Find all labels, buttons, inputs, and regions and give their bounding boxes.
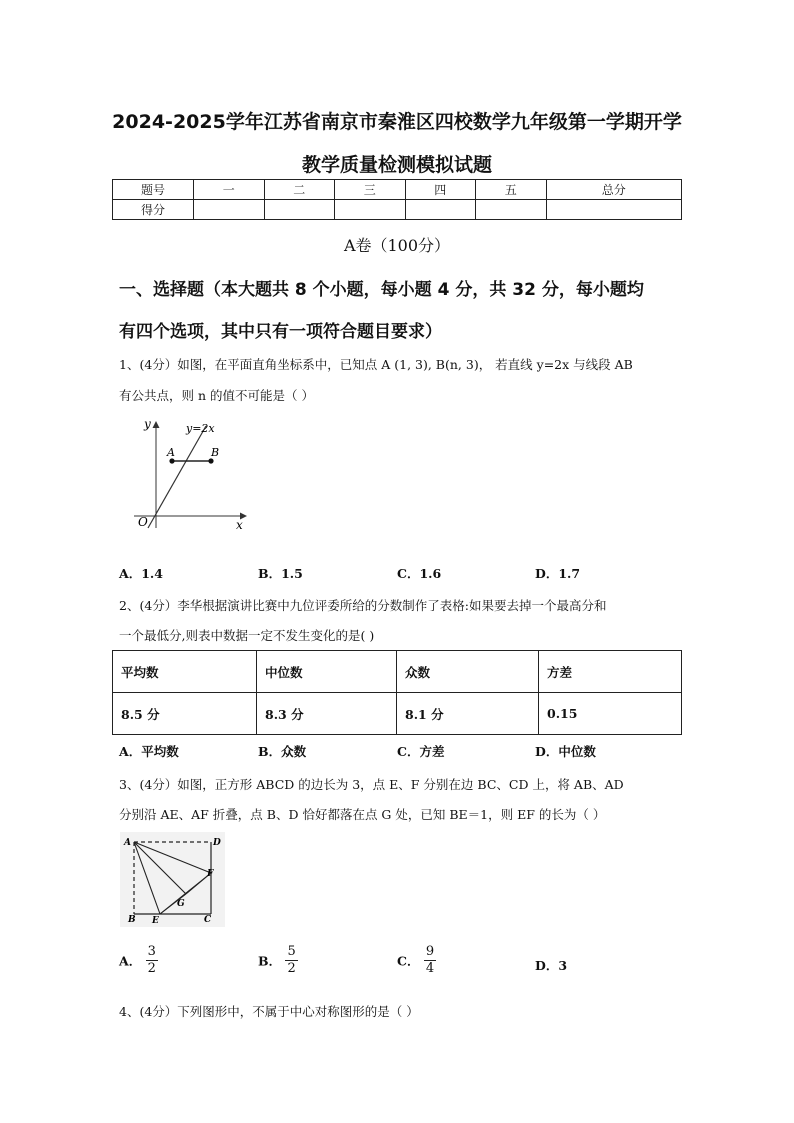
q3-option-c-denominator: 4 (425, 961, 435, 976)
score-cell (194, 200, 265, 220)
section-heading-line1: 一、选择题（本大题共 8 个小题，每小题 4 分，共 32 分，每小题均 (119, 280, 644, 300)
q2-header-mean: 平均数 (113, 651, 257, 693)
q1-coordinate-figure (128, 416, 253, 534)
document-title-line2: 教学质量检测模拟试题 (301, 154, 492, 176)
y-axis-label: y (144, 417, 151, 431)
q3-option-a-label: A． (119, 953, 142, 969)
score-header-cell: 一 (194, 180, 265, 200)
q2-table-value-row (113, 693, 682, 735)
line-y-2x (148, 426, 206, 528)
q3-option-a (119, 944, 158, 977)
q3-option-b-label: B． (258, 953, 282, 969)
q3-option-c (397, 944, 436, 977)
label-g: G (177, 899, 185, 909)
q1-text-line1: 1、(4分）如图，在平面直角坐标系中，已知点 A (1, 3), B(n, 3)， 若直线 y=2x 与线段 AB (119, 357, 633, 372)
q4-text-line1: 4、(4分）下列图形中，不属于中心对称图形的是（ ） (119, 1004, 419, 1019)
score-table-score-row (113, 200, 682, 220)
q3-option-c-numerator: 9 (425, 944, 435, 959)
point-a-dot (169, 458, 174, 463)
score-header-cell: 总分 (546, 180, 682, 200)
q3-option-b-denominator: 2 (287, 961, 296, 976)
score-header-cell: 二 (264, 180, 335, 200)
q1-option-c: C．1.6 (397, 566, 442, 581)
q3-option-c-label: C． (397, 953, 420, 969)
q2-text-line2: 一个最低分,则表中数据一定不发生变化的是( ) (119, 628, 375, 643)
q1-text-line2: 有公共点，则 n 的值不可能是（ ） (119, 388, 314, 403)
score-cell (335, 200, 406, 220)
q2-option-a: A．平均数 (119, 744, 179, 759)
q2-option-d: D．中位数 (535, 744, 596, 759)
score-header-cell: 四 (405, 180, 476, 200)
score-table-header-row (113, 180, 682, 200)
q3-option-b (258, 944, 298, 977)
score-cell (476, 200, 547, 220)
q2-value-median: 8.3 分 (257, 693, 397, 735)
q2-table-header-row (113, 651, 682, 693)
label-f: F (207, 869, 214, 879)
q2-header-variance: 方差 (539, 651, 682, 693)
q2-text-line1: 2、(4分）李华根据演讲比赛中九位评委所给的分数制作了表格:如果要去掉一个最高分和 (119, 598, 607, 613)
label-c: C (204, 915, 212, 925)
q3-option-b-fraction (285, 944, 297, 977)
q3-option-b-numerator: 5 (287, 944, 296, 959)
q2-value-mean: 8.5 分 (113, 693, 257, 735)
q3-square-figure (120, 832, 225, 927)
q2-option-c: C．方差 (397, 744, 445, 759)
q3-option-c-fraction (424, 944, 436, 977)
q3-option-a-numerator: 3 (147, 944, 156, 959)
score-table (112, 179, 682, 220)
point-a-label: A (167, 446, 175, 459)
q2-option-b: B．众数 (258, 744, 307, 759)
q2-header-mode: 众数 (397, 651, 539, 693)
q2-data-table (112, 650, 682, 735)
x-axis-label: x (236, 518, 243, 532)
label-a: A (124, 838, 131, 848)
score-cell (546, 200, 682, 220)
q3-text-line1: 3、(4分）如图，正方形 ABCD 的边长为 3，点 E、F 分别在边 BC、CD 上，将 AB、AD (119, 777, 624, 792)
score-cell (264, 200, 335, 220)
q3-option-d: D．3 (535, 958, 568, 973)
point-b-dot (208, 458, 213, 463)
q1-option-a: A．1.4 (119, 566, 163, 581)
score-cell (405, 200, 476, 220)
q1-option-b: B．1.5 (258, 566, 303, 581)
label-d: D (213, 838, 221, 848)
q2-value-variance: 0.15 (539, 693, 682, 735)
section-heading-line2: 有四个选项，其中只有一项符合题目要求） (119, 322, 442, 342)
label-b: B (128, 915, 136, 925)
score-header-cell: 五 (476, 180, 547, 200)
document-title-line1: 2024-2025学年江苏省南京市秦淮区四校数学九年级第一学期开学 (112, 111, 682, 133)
score-row-label: 得分 (113, 200, 194, 220)
label-e: E (152, 916, 159, 926)
line-label: y=2x (186, 422, 215, 435)
score-header-cell: 题号 (113, 180, 194, 200)
point-b-label: B (211, 446, 220, 459)
q2-header-median: 中位数 (257, 651, 397, 693)
q2-value-mode: 8.1 分 (397, 693, 539, 735)
paper-label: A卷（100分） (343, 236, 451, 255)
q1-option-d: D．1.7 (535, 566, 581, 581)
q3-option-a-fraction (146, 944, 158, 977)
score-header-cell: 三 (335, 180, 406, 200)
q3-option-a-denominator: 2 (147, 961, 156, 976)
q3-text-line2: 分别沿 AE、AF 折叠，点 B、D 恰好都落在点 G 处，已知 BE＝1，则 EF 的长为（ ） (119, 807, 606, 822)
origin-label: O (138, 515, 148, 529)
